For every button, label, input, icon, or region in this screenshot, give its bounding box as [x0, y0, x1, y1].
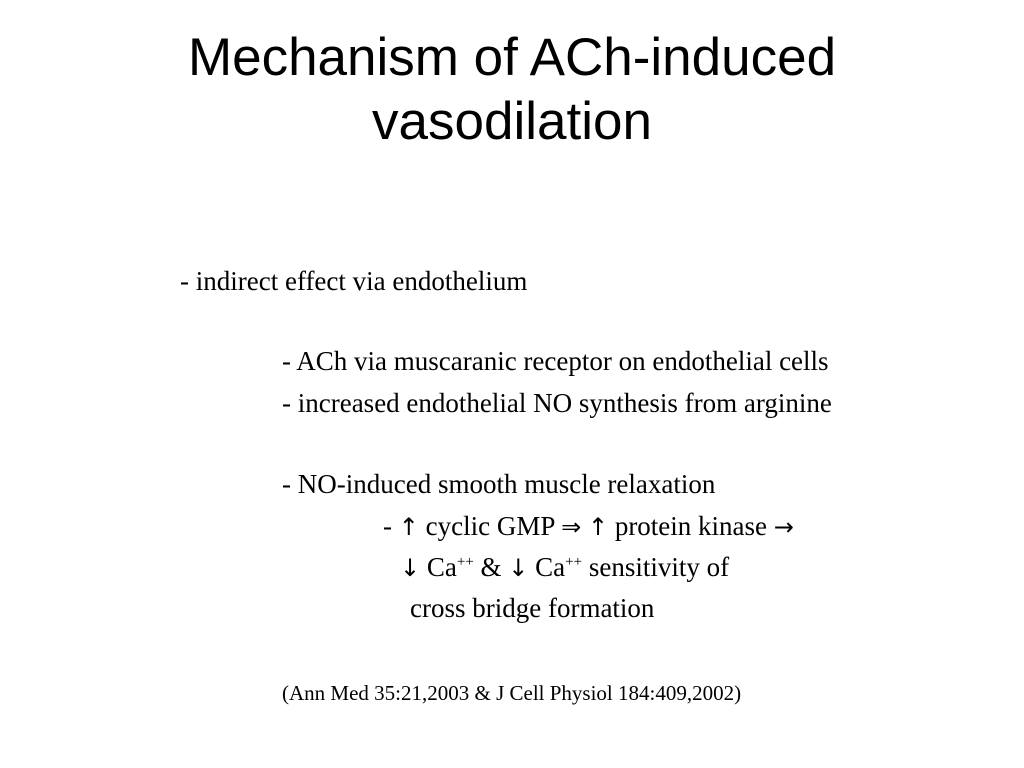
up-arrow-icon: ↑ — [587, 513, 609, 541]
calcium-line — [400, 551, 729, 584]
sensitivity-text: sensitivity of — [582, 552, 730, 582]
cross-bridge-line: cross bridge formation — [410, 593, 655, 623]
slide-title — [0, 26, 1024, 154]
calcium-charge-2: ++ — [565, 554, 583, 570]
bullet-ach-receptor: - ACh via muscaranic receptor on endothelial cells — [282, 346, 829, 376]
title-line-1: Mechanism of ACh-induced — [187, 28, 837, 87]
cascade-line — [383, 510, 794, 543]
protein-kinase-text: protein kinase — [608, 511, 774, 541]
bullet-indirect-effect: - indirect effect via endothelium — [180, 266, 528, 296]
calcium-text-2: Ca — [528, 552, 566, 582]
calcium-charge: ++ — [456, 554, 474, 570]
ampersand: & — [473, 552, 509, 582]
right-arrow-icon: → — [773, 513, 794, 541]
cgmp-text: cyclic GMP — [418, 511, 562, 541]
bullet-no-synthesis: - increased endothelial NO synthesis from arginine — [282, 388, 832, 418]
up-arrow-icon: ↑ — [398, 513, 419, 541]
down-arrow-icon: ↓ — [508, 554, 529, 582]
title-line-2: vasodilation — [372, 92, 652, 151]
down-arrow-icon: ↓ — [400, 554, 421, 582]
implies-arrow-icon: ⇒ — [561, 513, 582, 541]
cascade-dash: - — [383, 511, 399, 541]
citation: (Ann Med 35:21,2003 & J Cell Physiol 184:409,2002) — [282, 681, 742, 705]
calcium-text: Ca — [420, 552, 457, 582]
bullet-no-relaxation: - NO-induced smooth muscle relaxation — [282, 469, 716, 499]
